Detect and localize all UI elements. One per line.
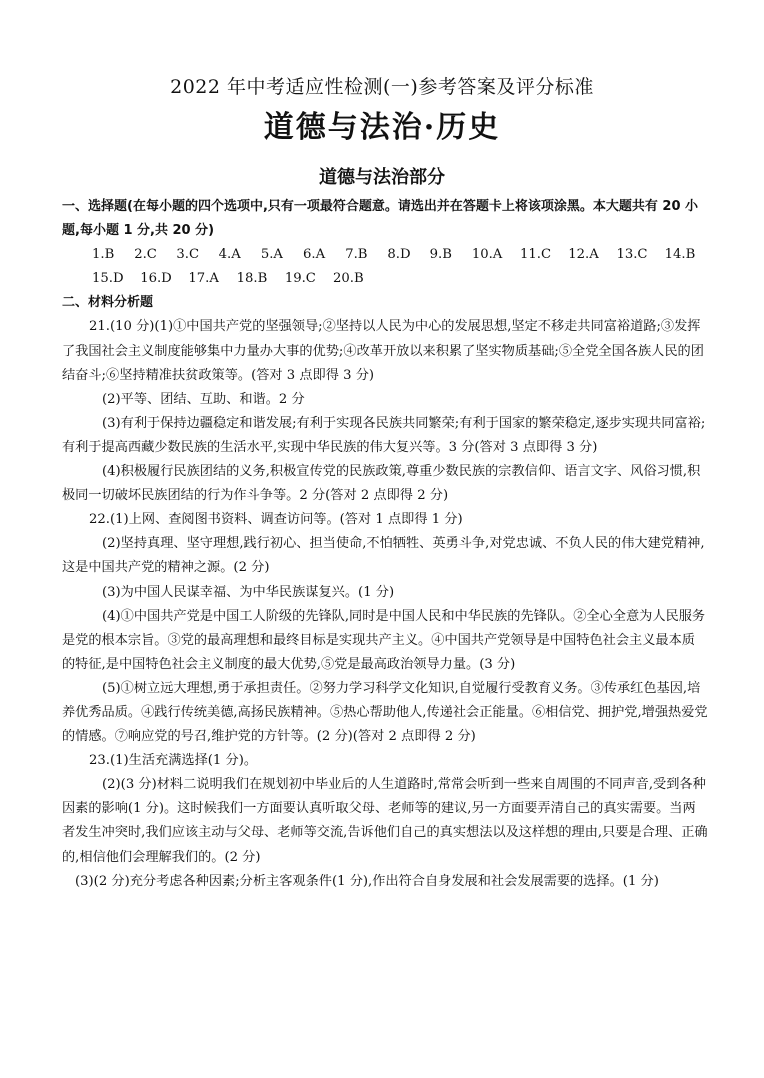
answer-item: 6.A [303,247,326,263]
answer-body [62,195,708,894]
answer-item: 16.D [140,271,172,287]
answer-item: 4.A [218,247,241,263]
answer-item: 7.B [345,247,368,263]
answer-item: 17.A [188,271,219,287]
subject-title: 道德与法治·历史 [263,110,501,145]
answer-item: 8.D [387,247,411,263]
q21-part4: (4)积极履行民族团结的义务,积极宣传党的民族政策,尊重少数民族的宗教信仰、语言文字、风俗习惯,积极同一切破坏民族团结的行为作斗争等。2 分(答对 2 点即得 2 分) [62,464,701,504]
answer-item: 3.C [176,247,200,263]
q21-part1: 21.(10 分)(1)①中国共产党的坚强领导;②坚持以人民为中心的发展思想,坚定不移走共同富裕道路;③发挥了我国社会主义制度能够集中力量办大事的优势;④改革开放以来积累了坚实物质基础;⑤全党全国各族人民的团结奋斗;⑥坚持精准扶贫政策等。(答对 3 点即得 3 分) [62,319,704,383]
answer-item: 14.B [664,247,696,263]
q22-part2: (2)坚持真理、坚守理想,践行初心、担当使命,不怕牺牲、英勇斗争,对党忠诚、不负人民的伟大建党精神,这是中国共产党的精神之源。(2 分) [62,536,705,576]
part2-heading: 二、材料分析题 [62,295,154,311]
answer-item: 20.B [333,271,364,287]
q23-part1: 23.(1)生活充满选择(1 分)。 [89,753,258,769]
answer-item: 15.D [92,271,124,287]
document-title: 2022 年中考适应性检测(一)参考答案及评分标准 [170,76,594,98]
answer-item: 10.A [471,247,503,263]
answers-row-1 [92,243,708,267]
answer-item: 19.C [284,271,316,287]
answer-item: 12.A [568,247,599,263]
q23-part2: (2)(3 分)材料二说明我们在规划初中毕业后的人生道路时,常常会听到一些来自周围的不同声音,受到各种因素的影响(1 分)。这时候我们一方面要认真听取父母、老师等的建议,另一方面要弄清自己的真实需要。当两者发生冲突时,我们应该主动与父母、老师等交流,告诉他们自己的真实想法以及这样想的理由,只要是合理、正确的,相信他们会理解我们的。(2 分) [62,777,708,865]
answer-item: 13.C [616,247,648,263]
answer-item: 2.C [134,247,157,263]
choice-answers [62,243,708,291]
q21-part3: (3)有利于保持边疆稳定和谐发展;有利于实现各民族共同繁荣;有利于国家的繁荣稳定,逐步实现共同富裕;有利于提高西藏少数民族的生活水平,实现中华民族的伟大复兴等。3 分(答对 3 点即得 3 分) [62,415,706,455]
answer-item: 1.B [92,247,115,263]
answer-item: 11.C [520,247,552,263]
q22-part3: (3)为中国人民谋幸福、为中华民族谋复兴。(1 分) [102,584,395,600]
answer-item: 5.A [260,247,283,263]
q21-part2: (2)平等、团结、互助、和谐。2 分 [102,391,305,407]
q22-part4: (4)①中国共产党是中国工人阶级的先锋队,同时是中国人民和中华民族的先锋队。②全心全意为人民服务是党的根本宗旨。③党的最高理想和最终目标是实现共产主义。④中国共产党领导是中国特色社会主义最本质的特征,是中国特色社会主义制度的最大优势,⑤党是最高政治领导力量。(3 分) [62,608,706,672]
q22-part1: 22.(1)上网、查阅图书资料、调查访问等。(答对 1 点即得 1 分) [89,512,463,528]
q23-part3: (3)(2 分)充分考虑各种因素;分析主客观条件(1 分),作出符合自身发展和社会发展需要的选择。(1 分) [75,873,659,889]
q22-part5: (5)①树立远大理想,勇于承担责任。②努力学习科学文化知识,自觉履行受教育义务。③传承红色基因,培养优秀品质。④践行传统美德,高扬民族精神。⑤热心帮助他人,传递社会正能量。⑥相信党、拥护党,增强热爱党的情感。⑦响应党的号召,维护党的方针等。(2 分)(答对 2 点即得 2 分) [62,680,708,745]
answer-item: 9.B [429,247,452,263]
section-title: 道德与法治部分 [319,167,445,188]
part1-heading: 一、选择题(在每小题的四个选项中,只有一项最符合题意。请选出并在答题卡上将该项涂黑。本大题共有 20 小题,每小题 1 分,共 20 分) [62,199,699,239]
answer-item: 18.B [236,271,268,287]
answers-row-2 [92,267,708,291]
